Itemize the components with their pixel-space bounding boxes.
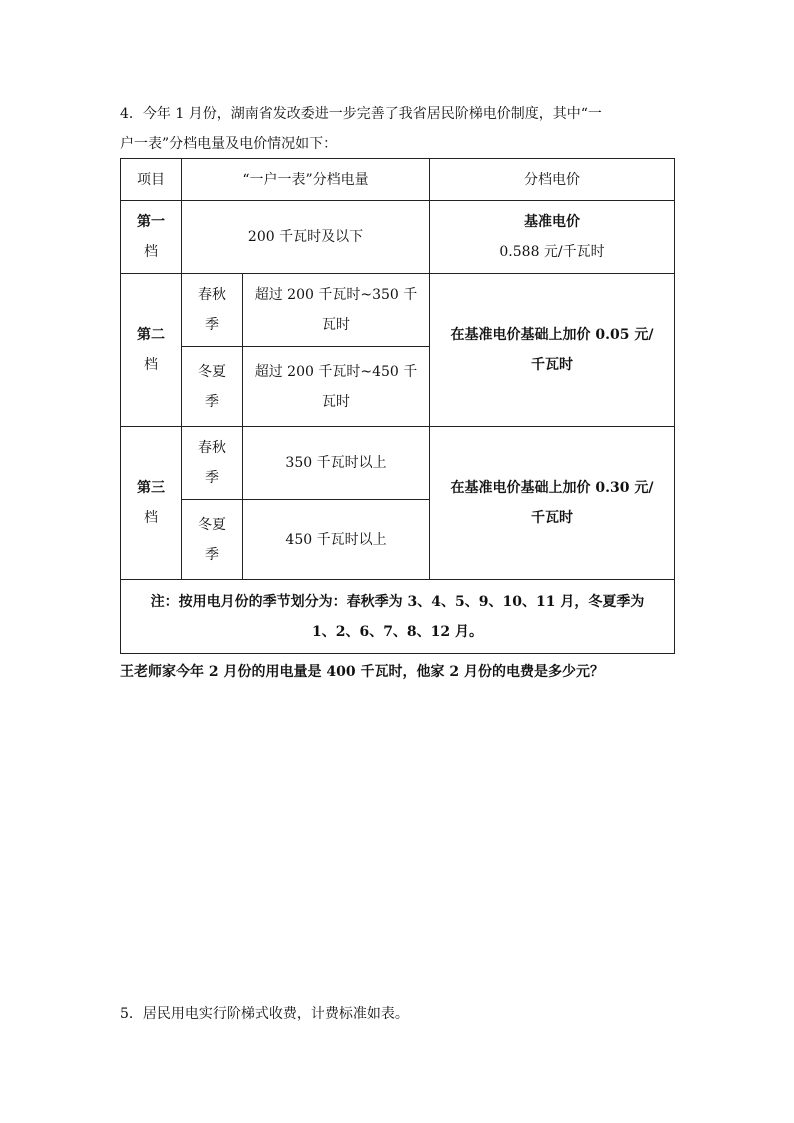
- tier2-name-line1: 第二: [137, 327, 165, 343]
- tier2-price-line1: 在基准电价基础上加价 0.05 元/: [450, 327, 654, 343]
- tiered-pricing-table: [120, 158, 675, 654]
- tier3-ws-line2: 季: [205, 546, 219, 563]
- question-4-intro-line2: 户一表”分档电量及电价情况如下：: [120, 136, 338, 152]
- question-4-intro-line1: 4．今年 1 月份，湖南省发改委进一步完善了我省居民阶梯电价制度，其中“一: [120, 106, 602, 122]
- tier2-sa-line2: 季: [205, 317, 219, 333]
- tier2-price: [430, 274, 675, 427]
- tier1-usage: 200 千瓦时及以下: [182, 201, 430, 274]
- question-4-prompt: 王老师家今年 2 月份的用电量是 400 千瓦时，他家 2 月份的电费是多少元？: [120, 664, 604, 680]
- tier2-ws-usage-line2: 瓦时: [322, 393, 350, 410]
- tier2-ws-line1: 冬夏: [198, 363, 226, 380]
- tier1-name-line2: 档: [144, 244, 158, 260]
- tier2-sa-line1: 春秋: [198, 287, 226, 303]
- tier3-price: [430, 427, 675, 580]
- tier3-winter-summer-usage: 450 千瓦时以上: [243, 500, 430, 580]
- tier2-ws-usage-line1: 超过 200 千瓦时~450 千: [254, 363, 418, 380]
- tier1-row: [121, 201, 675, 274]
- table-note: [121, 580, 675, 654]
- header-usage: “一户一表”分档电量: [182, 159, 430, 201]
- header-price: 分档电价: [430, 159, 675, 201]
- tier3-sa-line2: 季: [205, 470, 219, 486]
- table-note-line1: 注：按用电月份的季节划分为：春秋季为 3、4、5、9、10、11 月，冬夏季为: [150, 593, 645, 610]
- tier2-winter-summer-usage: [243, 347, 430, 427]
- table-note-line2: 1、2、6、7、8、12 月。: [311, 623, 484, 640]
- tier1-price-line1: 基准电价: [524, 214, 581, 230]
- tier2-sa-usage-line1: 超过 200 千瓦时~350 千: [254, 287, 418, 303]
- tier2-name-line2: 档: [144, 357, 158, 373]
- tier3-sa-line1: 春秋: [198, 440, 226, 456]
- tier2-spring-autumn-label: [182, 274, 243, 347]
- question-4-intro: [120, 99, 680, 159]
- tier1-price-line2: 0.588 元/千瓦时: [499, 244, 605, 260]
- tier1-name-line1: 第一: [137, 214, 165, 230]
- tier1-price: [430, 201, 675, 274]
- table-note-row: [121, 580, 675, 654]
- tier3-spring-autumn-row: [121, 427, 675, 500]
- tier3-name: [121, 427, 182, 580]
- header-item: 项目: [121, 159, 182, 201]
- question-5-intro: 5．居民用电实行阶梯式收费，计费标准如表。: [120, 1006, 409, 1022]
- tier2-price-line2: 千瓦时: [531, 357, 574, 373]
- tier2-winter-summer-label: [182, 347, 243, 427]
- tier3-name-line1: 第三: [137, 480, 165, 496]
- tier3-spring-autumn-label: [182, 427, 243, 500]
- tier3-price-line2: 千瓦时: [531, 510, 574, 526]
- tier2-name: [121, 274, 182, 427]
- tier3-price-line1: 在基准电价基础上加价 0.30 元/: [450, 480, 654, 496]
- tier3-winter-summer-label: [182, 500, 243, 580]
- tier2-sa-usage-line2: 瓦时: [322, 317, 350, 333]
- tier2-spring-autumn-usage: [243, 274, 430, 347]
- tier2-spring-autumn-row: [121, 274, 675, 347]
- tier3-name-line2: 档: [144, 510, 158, 526]
- tier3-spring-autumn-usage: 350 千瓦时以上: [243, 427, 430, 500]
- tier2-ws-line2: 季: [205, 393, 219, 410]
- tier1-name: [121, 201, 182, 274]
- table-header-row: [121, 159, 675, 201]
- tier3-ws-line1: 冬夏: [198, 516, 226, 533]
